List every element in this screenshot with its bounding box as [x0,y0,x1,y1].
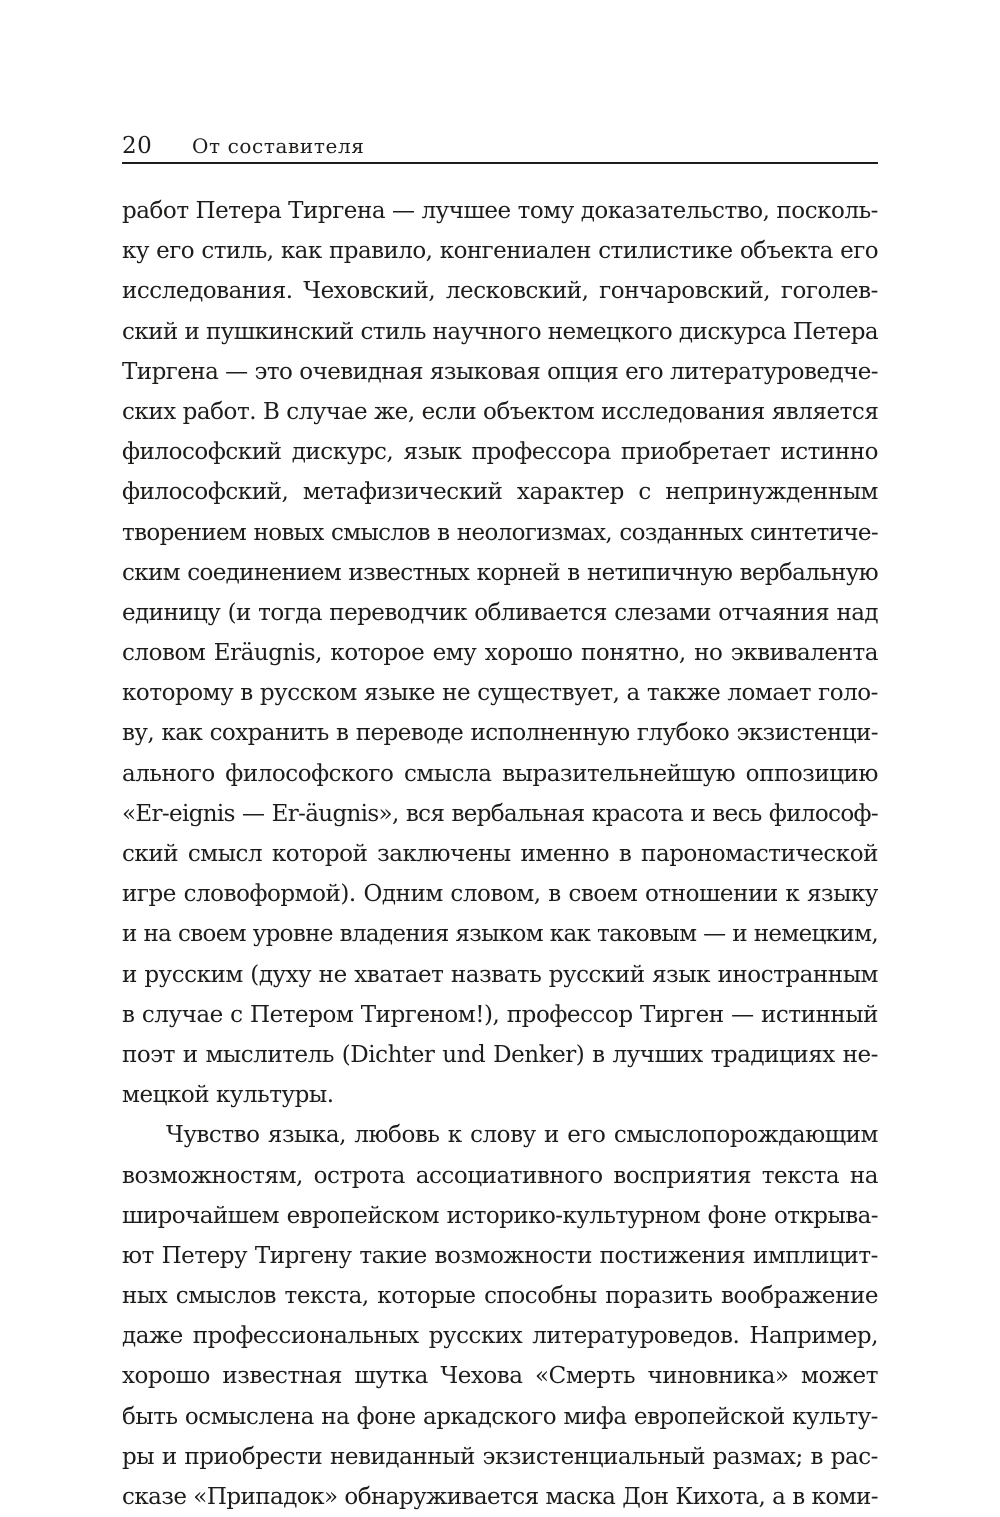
text-line: единицу (и тогда переводчик обливается слезами отчаяния над [122,599,878,626]
text-line: работ Петера Тиргена — лучшее тому доказательство, посколь- [122,198,878,224]
text-line: мецкой культуры. [122,1082,334,1109]
text-line: Тиргена — это очевидная языковая опция его литературоведче- [122,358,878,385]
text-line: ских работ. В случае же, если объектом исследования является [122,398,878,425]
text-line: сказе «Припадок» обнаруживается маска Дон Кихота, а в коми- [122,1484,878,1510]
text-line: ву, как сохранить в переводе исполненную глубоко экзистенци- [122,720,878,747]
text-line: ют Петеру Тиргену такие возможности постижения имплицит- [122,1242,878,1269]
page-number: 20 [122,133,153,159]
text-line: Чувство языка, любовь к слову и его смыслопорождающим [166,1122,878,1149]
text-line: и на своем уровне владения языком как таковым — и немецким, [122,921,878,948]
running-title: От составителя [192,134,365,158]
header-rule [122,162,878,164]
text-line: хорошо известная шутка Чехова «Смерть чиновника» может [122,1363,878,1390]
text-line: «Er-eignis — Er-äugnis», вся вербальная красота и весь философ- [122,800,878,827]
text-line: философский дискурс, язык профессора приобретает истинно [122,439,878,466]
text-line: ский и пушкинский стиль научного немецкого дискурса Петера [122,318,878,345]
text-line: которому в русском языке не существует, а также ломает голо- [122,680,878,707]
text-line: возможностям, острота ассоциативного восприятия текста на [122,1162,878,1189]
text-line: ального философского смысла выразительнейшую оппозицию [122,760,878,787]
text-line: ры и приобрести невиданный экзистенциальный размах; в рас- [122,1443,878,1470]
text-line: поэт и мыслитель (Dichter und Denker) в лучших традициях не- [122,1041,878,1068]
text-line: игре словоформой). Одним словом, в своем отношении к языку [122,881,878,908]
text-line: ных смыслов текста, которые способны поразить воображение [122,1283,878,1310]
text-line: и русским (духу не хватает назвать русский язык иностранным [122,961,878,988]
text-line: даже профессиональных русских литературоведов. Например, [122,1323,878,1350]
body-text [122,191,878,1517]
text-line: в случае с Петером Тиргеном!), профессор Тирген — истинный [122,1001,878,1028]
text-line: словом Eräugnis, которое ему хорошо понятно, но эквивалента [122,640,878,667]
text-line: философский, метафизический характер с непринужденным [122,479,878,506]
text-line: исследования. Чеховский, лесковский, гончаровский, гоголев- [122,278,878,305]
text-line: быть осмыслена на фоне аркадского мифа европейской культу- [122,1403,878,1430]
text-line: широчайшем европейском историко-культурном фоне открыва- [122,1202,878,1229]
text-line: ку его стиль, как правило, конгениален стилистике объекта его [122,238,878,265]
text-line: творением новых смыслов в неологизмах, созданных синтетиче- [122,519,878,546]
text-line: ским соединением известных корней в нетипичную вербальную [122,559,878,586]
text-line: ский смысл которой заключены именно в парономастической [122,841,878,867]
